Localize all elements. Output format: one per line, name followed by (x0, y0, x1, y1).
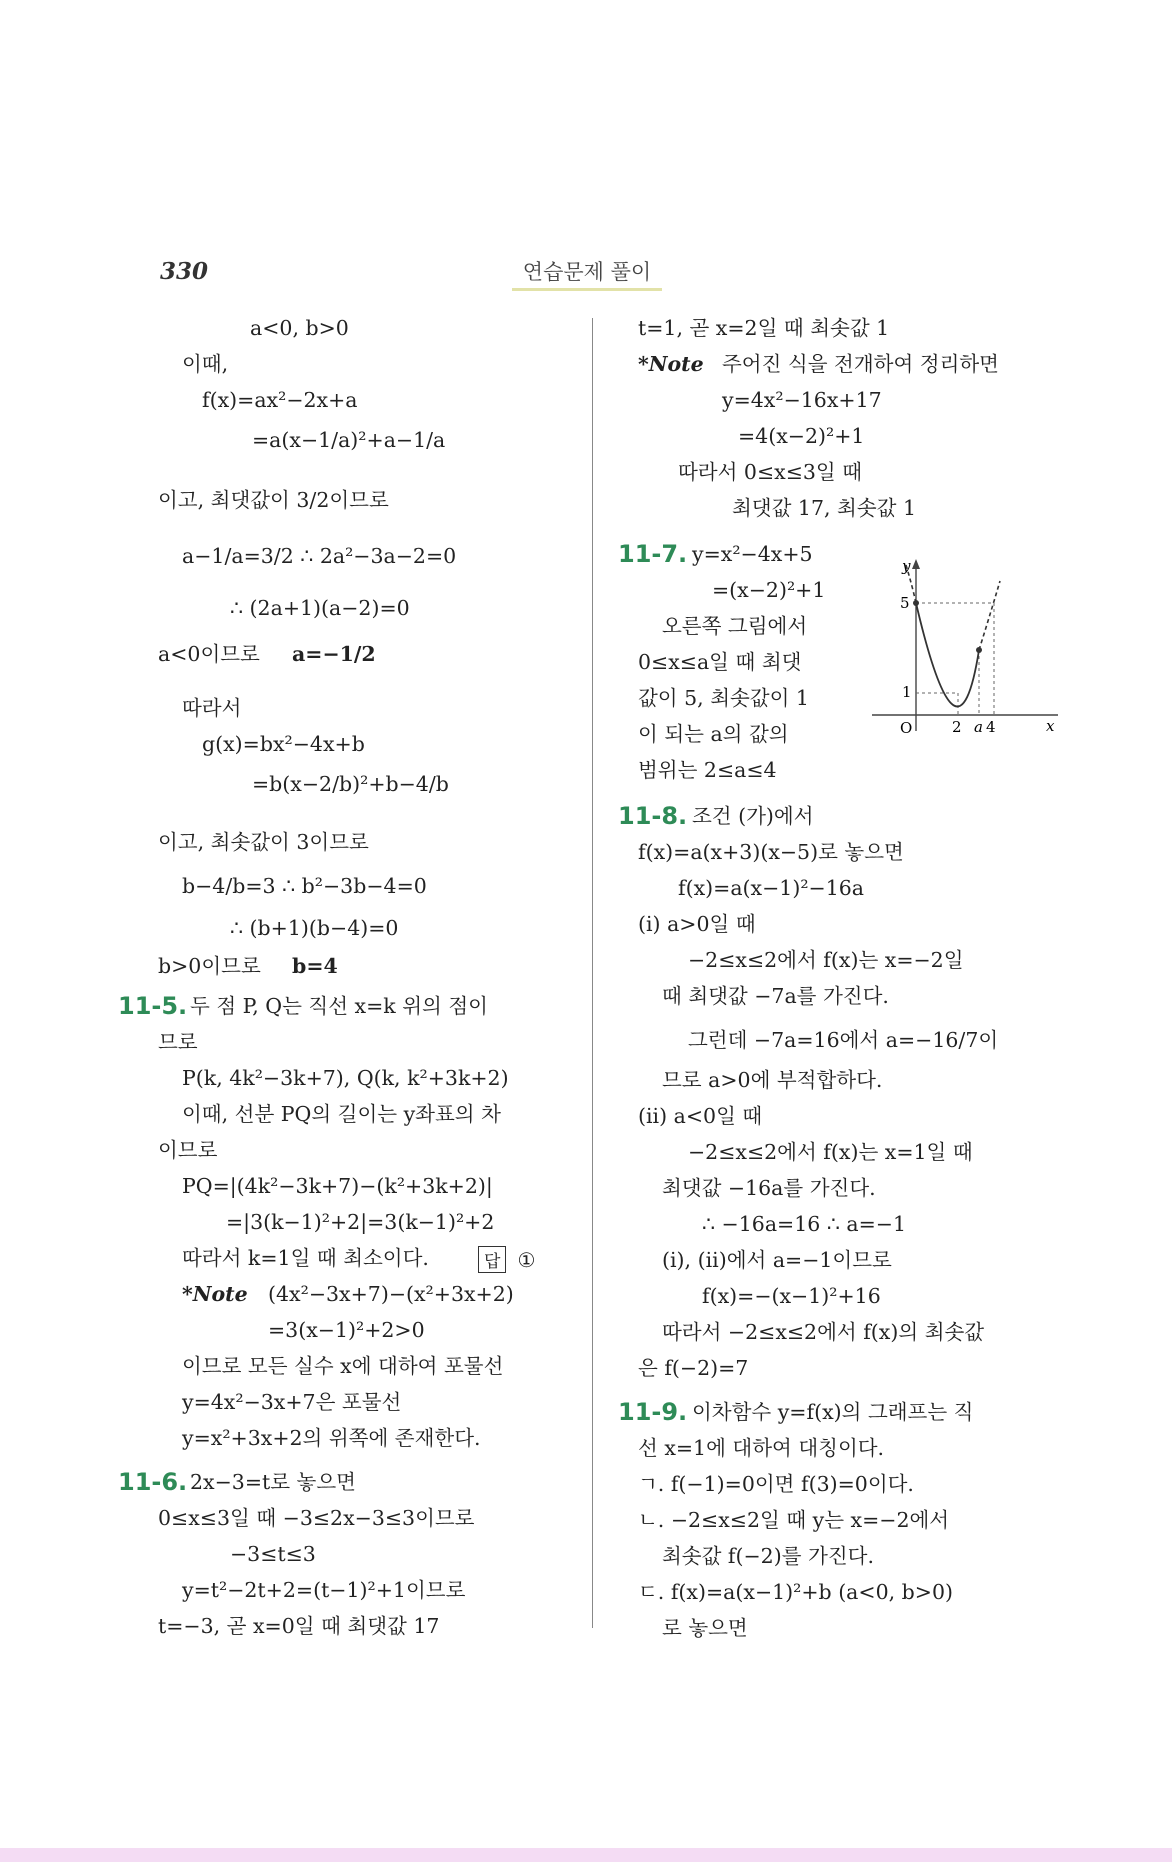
tick-x2: 2 (952, 718, 962, 735)
left_column-line: a<0, b>0 (250, 316, 349, 340)
right_column-line: ㄱ. f(−1)=0이면 f(3)=0이다. (638, 1472, 914, 1496)
tick-y1: 1 (902, 683, 912, 701)
y-axis-arrow (912, 559, 920, 569)
left_column-line: y=x²+3x+2의 위쪽에 존재한다. (182, 1426, 481, 1450)
left_column-line: =|3(k−1)²+2|=3(k−1)²+2 (226, 1210, 495, 1234)
right_column-line: 오른쪽 그림에서 (662, 614, 808, 638)
right_column-line: 따라서 −2≤x≤2에서 f(x)의 최솟값 (662, 1320, 985, 1344)
left_column-line: a<0이므로 (158, 642, 260, 666)
left_column-line: f(x)=ax²−2x+a (202, 388, 358, 412)
right_column-line: (ii) a<0일 때 (638, 1104, 763, 1128)
right_column-line: f(x)=−(x−1)²+16 (702, 1284, 881, 1308)
right_column-line: 값이 5, 최솟값이 1 (638, 686, 809, 710)
answer-box (478, 1246, 535, 1273)
right_column-line: (i) a>0일 때 (638, 912, 756, 936)
right_column-line: 11-9. (618, 1398, 688, 1426)
right_column-line: (i), (ii)에서 a=−1이므로 (662, 1248, 892, 1272)
parabola-right-dashed (979, 581, 1000, 650)
left_column-line: t=−3, 곧 x=0일 때 최댓값 17 (158, 1614, 440, 1638)
right_column-line: −2≤x≤2에서 f(x)는 x=1일 때 (688, 1140, 973, 1164)
y-axis-label: y (902, 557, 911, 575)
left_column-line: =a(x−1/a)²+a−1/a (252, 428, 446, 452)
left_column-line: 2x−3=t로 놓으면 (190, 1470, 356, 1494)
tick-x4: 4 (986, 718, 996, 735)
left_column-line: 므로 (158, 1030, 198, 1054)
left_column-line: y=t²−2t+2=(t−1)²+1이므로 (182, 1578, 466, 1602)
right_column-line: ㄷ. f(x)=a(x−1)²+b (a<0, b>0) (638, 1580, 954, 1604)
right_column-line: =(x−2)²+1 (712, 578, 826, 602)
right_column-line: y=x²−4x+5 (692, 542, 813, 566)
column-divider (592, 318, 593, 1628)
right_column-line: 최솟값 f(−2)를 가진다. (662, 1544, 874, 1568)
right_column-line: 0≤x≤a일 때 최댓 (638, 650, 802, 674)
left_column-line: (4x²−3x+7)−(x²+3x+2) (268, 1282, 514, 1306)
right_column-line: −2≤x≤2에서 f(x)는 x=−2일 (688, 948, 964, 972)
left_column-line: 이므로 모든 실수 x에 대하여 포물선 (182, 1354, 504, 1378)
left_column-line: 두 점 P, Q는 직선 x=k 위의 점이 (190, 994, 488, 1018)
right_column-line: ㄴ. −2≤x≤2일 때 y는 x=−2에서 (638, 1508, 950, 1532)
point-y5 (913, 600, 919, 606)
tick-y5: 5 (900, 594, 910, 612)
left_column-line: *Note (182, 1282, 248, 1306)
left_column-line: 0≤x≤3일 때 −3≤2x−3≤3이므로 (158, 1506, 475, 1530)
right_column-line: 따라서 0≤x≤3일 때 (678, 460, 863, 484)
left_column-line: 따라서 (182, 696, 242, 720)
answer-label: 답 (478, 1246, 506, 1273)
left_column-line: 11-6. (118, 1468, 188, 1496)
left_column-line: 이고, 최솟값이 3이므로 (158, 830, 369, 854)
right_column-line: 므로 a>0에 부적합하다. (662, 1068, 883, 1092)
left_column-line: 이고, 최댓값이 3/2이므로 (158, 488, 389, 512)
left_column-line: 이때, 선분 PQ의 길이는 y좌표의 차 (182, 1102, 501, 1126)
bottom-band (0, 1848, 1172, 1862)
right_column-line: f(x)=a(x+3)(x−5)로 놓으면 (638, 840, 904, 864)
left_column-line: y=4x²−3x+7은 포물선 (182, 1390, 402, 1414)
right_column-line: 로 놓으면 (662, 1616, 748, 1640)
left_column-line: a−1/a=3/2 ∴ 2a²−3a−2=0 (182, 544, 457, 568)
parabola-graph (862, 545, 1062, 735)
left_column-line: a=−1/2 (292, 642, 376, 666)
left_column-line: ∴ (b+1)(b−4)=0 (230, 916, 399, 940)
right_column-line: f(x)=a(x−1)²−16a (678, 876, 865, 900)
point-a (976, 647, 982, 653)
right_column-line: =4(x−2)²+1 (738, 424, 865, 448)
right_column-line: 이 되는 a의 값의 (638, 722, 789, 746)
right_column-line: ∴ −16a=16 ∴ a=−1 (702, 1212, 906, 1236)
left_column-line: 11-5. (118, 992, 188, 1020)
right_column-line: 최댓값 −16a를 가진다. (662, 1176, 876, 1200)
right_column-line: 조건 (가)에서 (692, 804, 814, 828)
right_column-line: *Note (638, 352, 704, 376)
running-head: 연습문제 풀이 (512, 256, 662, 291)
right_column-line: 그런데 −7a=16에서 a=−16/7이 (688, 1028, 999, 1052)
right_column-line: t=1, 곧 x=2일 때 최솟값 1 (638, 316, 890, 340)
left_column-line: =3(x−1)²+2>0 (268, 1318, 425, 1342)
right_column-line: 11-7. (618, 540, 688, 568)
right_column-line: 주어진 식을 전개하여 정리하면 (722, 352, 999, 376)
right_column-line: y=4x²−16x+17 (722, 388, 882, 412)
right_column-line: 최댓값 17, 최솟값 1 (732, 496, 917, 520)
left_column-line: −3≤t≤3 (230, 1542, 316, 1566)
parabola-curve (916, 603, 979, 707)
page-number: 330 (160, 258, 209, 285)
left_column-line: g(x)=bx²−4x+b (202, 732, 365, 756)
right_column-line: 때 최댓값 −7a를 가진다. (662, 984, 889, 1008)
left_column-line: ∴ (2a+1)(a−2)=0 (230, 596, 410, 620)
left_column-line: =b(x−2/b)²+b−4/b (252, 772, 449, 796)
x-axis-label: x (1046, 717, 1055, 735)
left_column-line: b>0이므로 (158, 954, 261, 978)
right_column-line: 11-8. (618, 802, 688, 830)
left_column-line: 이므로 (158, 1138, 218, 1162)
left_column-line: b−4/b=3 ∴ b²−3b−4=0 (182, 874, 427, 898)
right_column-line: 이차함수 y=f(x)의 그래프는 직 (692, 1400, 974, 1424)
left_column-line: b=4 (292, 954, 338, 978)
origin-label: O (900, 719, 913, 735)
left_column-line: PQ=|(4k²−3k+7)−(k²+3k+2)| (182, 1174, 493, 1198)
answer-value: ① (517, 1248, 536, 1272)
right_column-line: 선 x=1에 대하여 대칭이다. (638, 1436, 885, 1460)
right_column-line: 범위는 2≤a≤4 (638, 758, 777, 782)
right_column-line: 은 f(−2)=7 (638, 1356, 749, 1380)
left_column-line: P(k, 4k²−3k+7), Q(k, k²+3k+2) (182, 1066, 509, 1090)
tick-xa: a (974, 718, 983, 735)
left_column-line: 이때, (182, 352, 229, 376)
left_column-line: 따라서 k=1일 때 최소이다. (182, 1246, 429, 1270)
